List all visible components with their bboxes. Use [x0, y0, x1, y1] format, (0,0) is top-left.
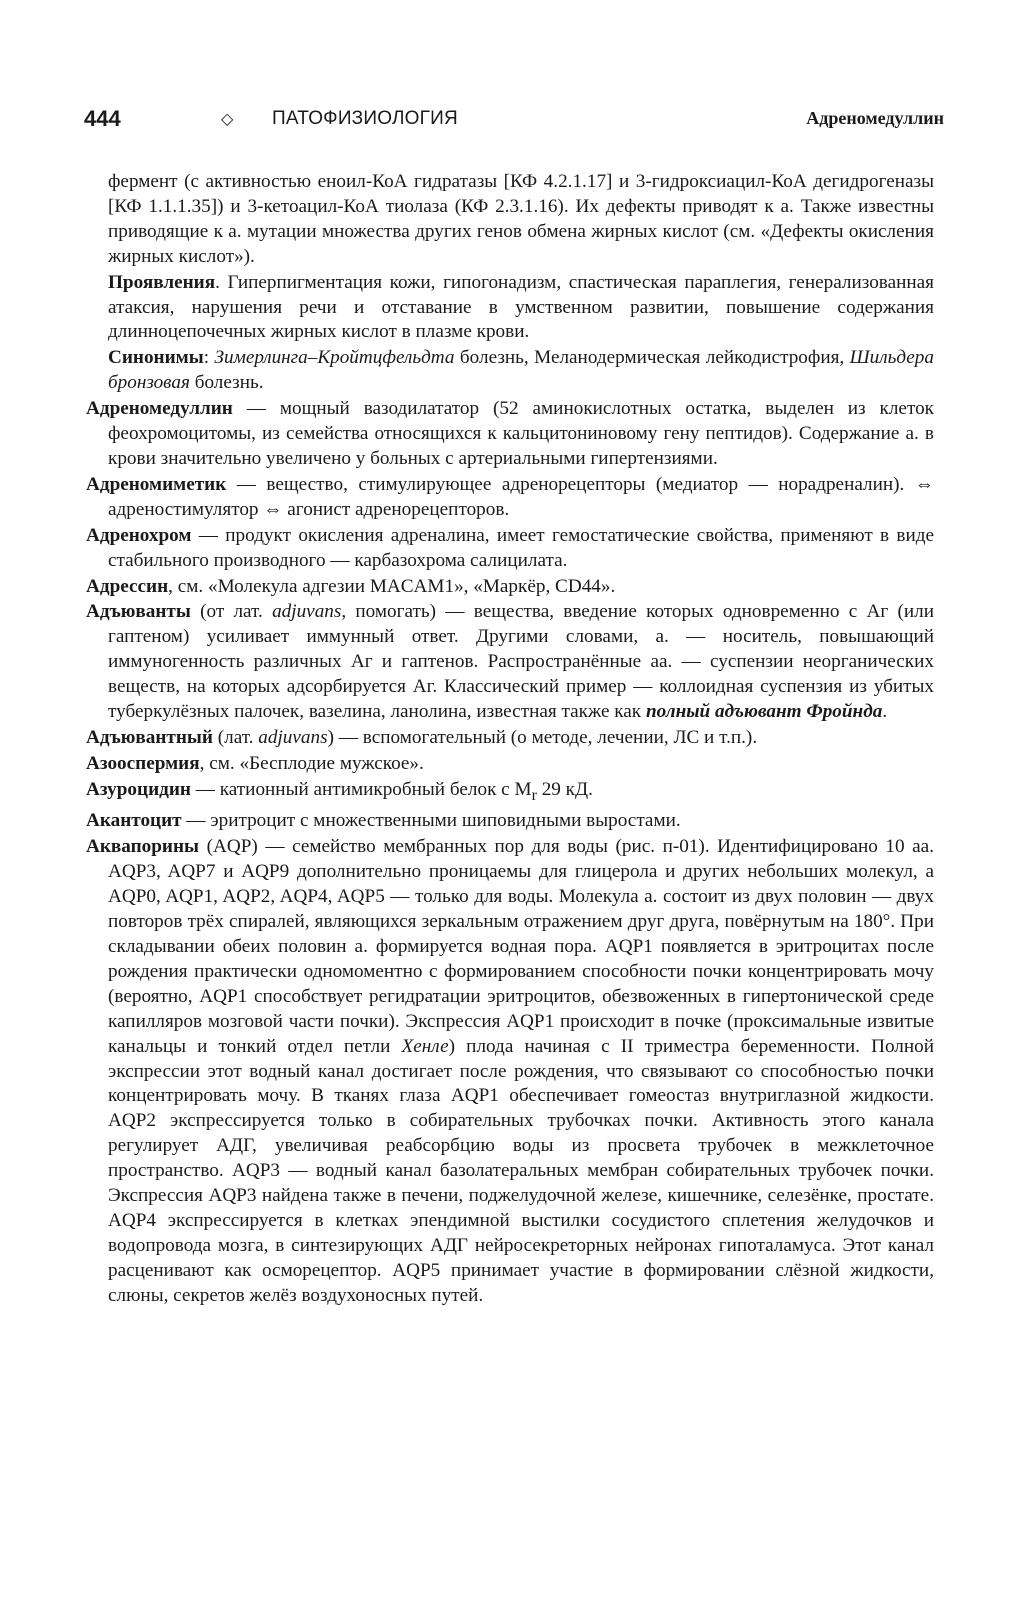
entry-text: (лат. — [212, 726, 259, 748]
entry-text: . — [882, 701, 888, 723]
entry-term: Акантоцит — [86, 810, 182, 832]
entry-acanthocyte — [86, 809, 934, 834]
latin-word: adjuvans — [258, 726, 328, 748]
latin-word: adjuvans — [272, 601, 342, 623]
entry-text: ) плода начиная с II триместра беременности. Полной экспрессии этот водный канал достигает после рождения, что связывают со способностью почки концентрировать мочу. В тканях глаза AQP1 обеспечивает гомеостаз внутриглазной жидкости. AQP2 экспрессируется только в собирательных трубочках почки. Активность этого канала регулирует АДГ, увеличивая реабсорбцию воды из просвета трубочек в межклеточное пространство. AQP3 — водный канал базолатеральных мембран собирательных трубочек почки. Экспрессия AQP3 найдена также в печени, поджелудочной железе, кишечнике, селезёнке, простате. AQP4 экспрессируется в клетках эпендимной выстилки сосудистого сплетения желудочков и водопровода мозга, в синтезирующих АДГ нейросекреторных нейронах гипоталамуса. Этот канал расценивают как осморецептор. AQP5 принимает участие в формировании слёзной жидкости, слюны, секретов желёз воздухоносных путей. — [108, 1035, 934, 1306]
entry-adjuvant-adjective — [86, 726, 934, 751]
entry-term: Адрессин — [86, 575, 169, 597]
entry-text: 29 кД. — [536, 778, 593, 800]
synonym-name-2: Шильдера бронзовая — [108, 347, 934, 394]
manifestations-label: Проявления — [108, 271, 216, 293]
entry-text: — эритроцит с множественными шиповидными выростами. — [181, 810, 681, 832]
page-body — [86, 170, 934, 1310]
entry-text: — катионный антимикробный белок с M — [190, 778, 532, 800]
manifestations-paragraph — [86, 271, 934, 346]
entry-azoospermia — [86, 752, 934, 777]
entry-adrenomimetic — [86, 473, 934, 523]
entry-term: Аквапорины — [86, 836, 200, 858]
synonym-text-1: болезнь, Меланодермическая лейкодистрофия, — [454, 347, 850, 369]
page-header — [84, 106, 944, 138]
entry-term: Адреномедуллин — [86, 398, 233, 420]
entry-text: — вещество, стимулирующее адренорецепторы (медиатор — норадреналин). ⇔ адреностимулятор ⇔ агонист адренорецепторов. — [108, 473, 934, 520]
synonyms-label: Синонимы — [108, 347, 204, 369]
entry-text: (от лат. — [190, 601, 273, 623]
synonym-name-1: Зимерлинга–Кройтцфельдта — [214, 347, 455, 369]
entry-term: Адренохром — [86, 524, 192, 546]
entry-term: Адъювантный — [86, 726, 213, 748]
entry-text: (AQP) — семейство мембранных пор для воды (рис. п-01). Идентифицировано 10 аа. AQP3, AQP7 и AQP9 дополнительно проницаемы для глицерола и других небольших молекул, а AQP0, AQP1, AQP2, AQP4, AQP5 — только для воды. Молекула а. состоит из двух половин — двух повторов трёх спиралей, являющихся зеркальным отражением друг друга, повёрнутым на 180°. При складывании обеих половин а. формируется водная пора. AQP1 появляется в эритроцитах после рождения практически одномоментно с формированием способности почки концентрировать мочу (вероятно, AQP1 способствует регидратации эритроцитов, обезвоженных в гипертонической среде капилляров мозговой части почки). Экспрессия AQP1 происходит в почке (проксимальные извитые канальцы и тонкий отдел петли — [108, 836, 934, 1057]
entry-text: ) — вспомогательный (о методе, лечении, ЛС и т.п.). — [327, 726, 758, 748]
entry-adjuvants — [86, 600, 934, 725]
eponym-henle: Хенле — [401, 1035, 449, 1057]
entry-azurocidin — [86, 778, 934, 809]
continued-text: фермент (с активностью еноил-КоА гидратазы [КФ 4.2.1.17] и 3-гидроксиацил-КоА дегидрогеназы [КФ 1.1.1.35]) и 3-кетоацил-КоА тиолаза (КФ 2.3.1.16). Их дефекты приводят к а. Также известны приводящие к а. мутации множества других генов обмена жирных кислот (см. «Дефекты окисления жирных кислот»). — [108, 171, 934, 267]
freund-adjuvant-term: полный адъювант Фройнда — [645, 701, 883, 723]
synonyms-colon: : — [203, 347, 215, 369]
entry-term: Адъюванты — [86, 601, 191, 623]
entry-term: Адреномиметик — [86, 473, 227, 495]
entry-text: , см. «Бесплодие мужское». — [199, 752, 424, 774]
entry-term: Азуроцидин — [86, 778, 191, 800]
running-head: Адреномедуллин — [806, 108, 944, 128]
diamond-icon: ◇ — [221, 109, 234, 128]
entry-adrenochrome — [86, 524, 934, 574]
synonym-text-2: болезнь. — [189, 372, 264, 394]
entry-aquaporins — [86, 835, 934, 1308]
entry-adressin — [86, 575, 934, 600]
entry-text: — продукт окисления адреналина, имеет гемостатические свойства, применяют в виде стабильного производного — карбазохрома салицилата. — [108, 524, 934, 571]
page-number: 444 — [84, 106, 121, 131]
manifestations-text: . Гиперпигментация кожи, гипогонадизм, спастическая параплегия, генерализованная атаксия, нарушения речи и отставание в умственном развитии, повышение содержания длинноцепочечных жирных кислот в плазме крови. — [108, 271, 934, 343]
entry-text: , см. «Молекула адгезии MACAM1», «Маркёр, CD44». — [168, 575, 616, 597]
entry-text: , помогать) — вещества, введение которых одновременно с Аг (или гаптеном) усиливает иммунный ответ. Другими словами, а. — носитель, повышающий иммуногенность различных Аг и гаптенов. Распространённые аа. — суспензии неорганических веществ, на которых адсорбируется Аг. Классический пример — коллоидная суспензия из убитых туберкулёзных палочек, вазелина, ланолина, известная также как — [108, 601, 934, 723]
book-title: ПАТОФИЗИОЛОГИЯ — [272, 108, 458, 129]
continued-paragraph — [86, 170, 934, 270]
entry-text: — мощный вазодилататор (52 аминокислотных остатка, выделен из клеток феохромоцитомы, из семейства относящихся к кальцитониновому гену пептидов). Содержание а. в крови значительно увеличено у больных с артериальными гипертензиями. — [108, 398, 934, 469]
entry-adrenomedullin — [86, 397, 934, 472]
subscript-r: r — [531, 786, 537, 804]
entry-term: Азооспермия — [86, 752, 200, 774]
synonyms-paragraph — [86, 346, 934, 396]
